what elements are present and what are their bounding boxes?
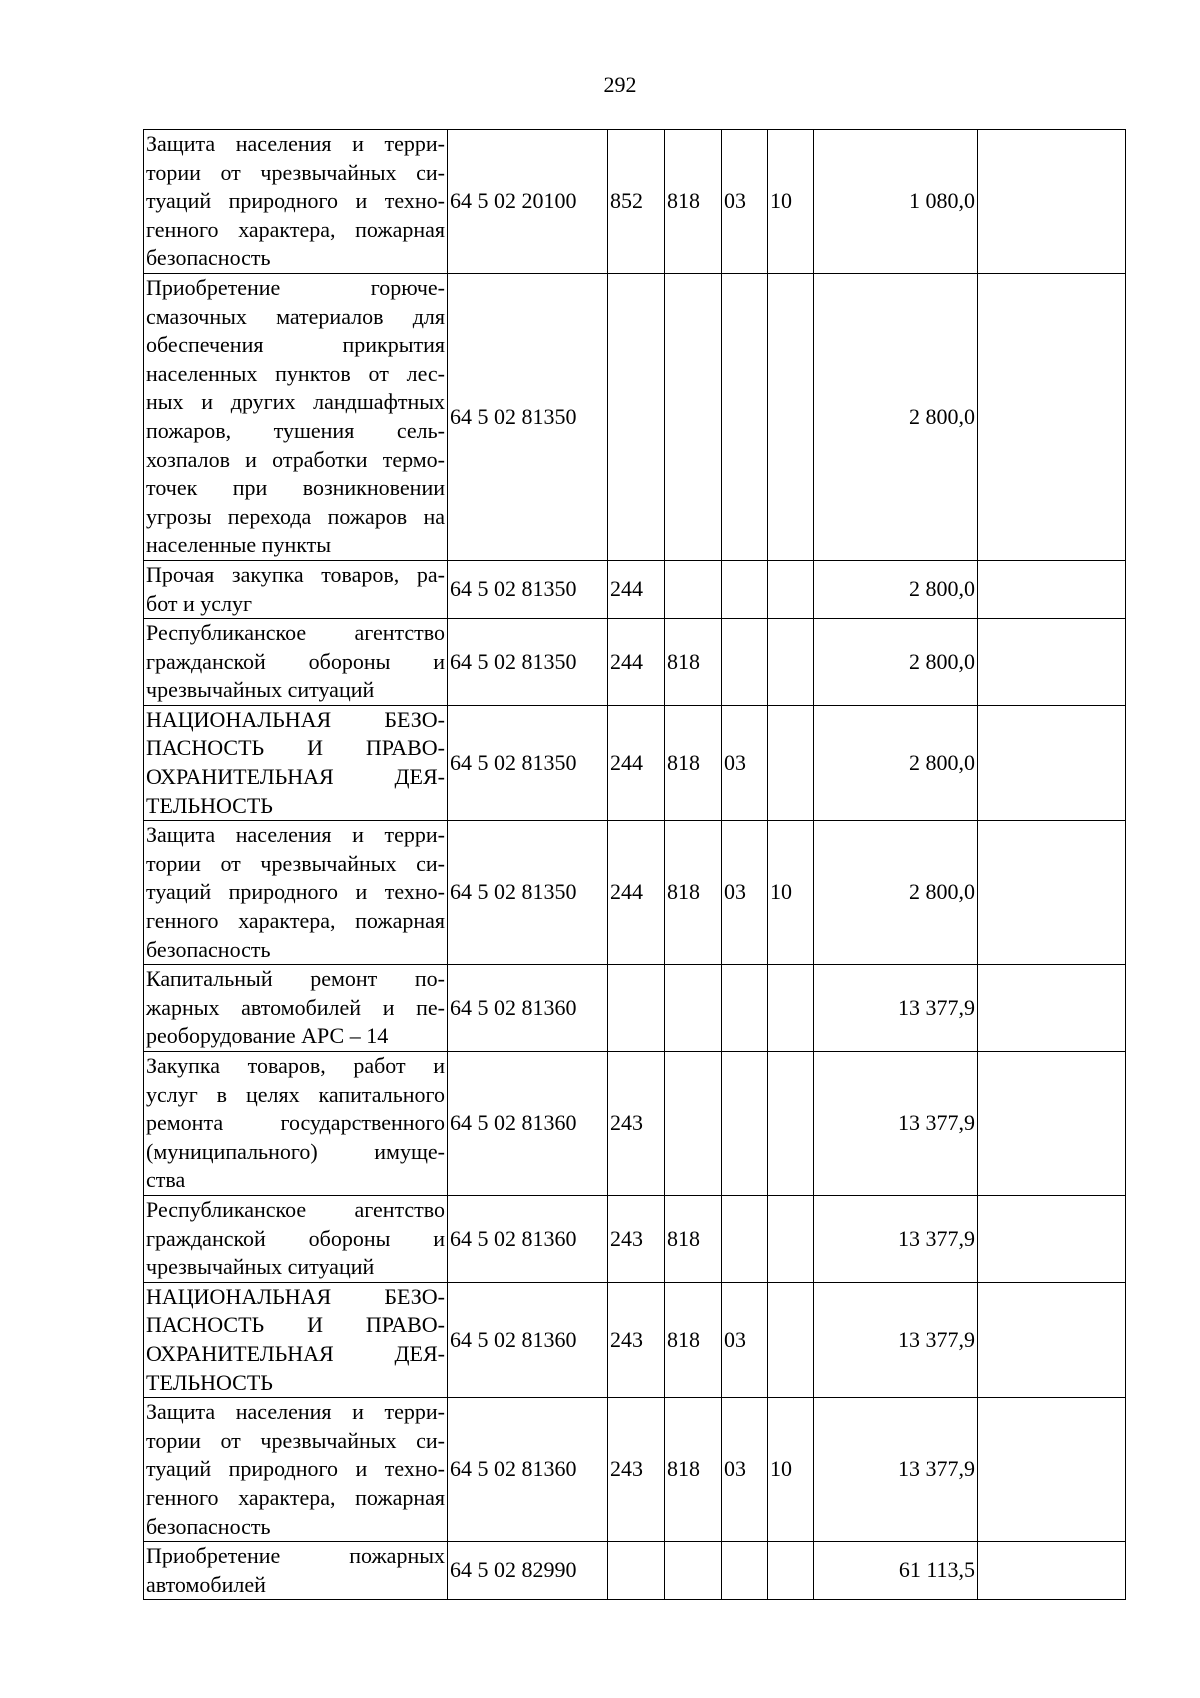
section-code [722,965,768,1052]
description-line: туаций природного и техно- [146,188,445,214]
amount-value: 2 800,0 [814,821,978,965]
amount-value: 13 377,9 [814,1195,978,1282]
table-row [144,130,1126,274]
description-line: населенных пунктов от лес- [146,360,445,386]
description-line: генного характера, пожарная [146,216,445,242]
description-line: ПАСНОСТЬ И ПРАВО- [146,735,445,761]
target-article-code: 64 5 02 81350 [448,705,608,820]
budget-table [143,129,1126,1600]
expense-type-code: 244 [608,705,665,820]
extra-cell [978,560,1126,618]
description-line: тории от чрезвычайных си- [146,850,445,876]
expense-type-code: 243 [608,1052,665,1196]
extra-cell [978,130,1126,274]
extra-cell [978,1195,1126,1282]
amount-value: 13 377,9 [814,1052,978,1196]
description-line: ОХРАНИТЕЛЬНАЯ ДЕЯ- [146,764,445,790]
subsection-code [768,965,814,1052]
table-row [144,965,1126,1052]
description-line: Приобретение пожарных [146,1543,445,1569]
extra-cell [978,273,1126,560]
extra-cell [978,619,1126,706]
amount-value: 2 800,0 [814,619,978,706]
description-line: чрезвычайных ситуаций [146,1254,375,1280]
ministry-code: 818 [665,130,722,274]
description-line: Республиканское агентство [146,620,445,646]
table-row [144,619,1126,706]
extra-cell [978,1542,1126,1600]
extra-cell [978,1398,1126,1542]
description-line: генного характера, пожарная [146,908,445,934]
expense-type-code: 244 [608,821,665,965]
amount-value: 1 080,0 [814,130,978,274]
description-line: смазочных материалов для [146,303,445,329]
section-code: 03 [722,130,768,274]
extra-cell [978,965,1126,1052]
row-description [144,705,448,820]
amount-value: 2 800,0 [814,560,978,618]
row-description [144,130,448,274]
ministry-code [665,965,722,1052]
section-code: 03 [722,1398,768,1542]
description-line: чрезвычайных ситуаций [146,677,375,703]
table-row [144,1052,1126,1196]
target-article-code: 64 5 02 81360 [448,1398,608,1542]
ministry-code [665,560,722,618]
subsection-code [768,705,814,820]
ministry-code [665,273,722,560]
amount-value: 2 800,0 [814,705,978,820]
expense-type-code: 244 [608,560,665,618]
target-article-code: 64 5 02 81350 [448,560,608,618]
expense-type-code: 243 [608,1282,665,1397]
description-line: ремонта государственного [146,1110,445,1136]
expense-type-code: 243 [608,1398,665,1542]
section-code [722,560,768,618]
description-line: Закупка товаров, работ и [146,1053,445,1078]
ministry-code: 818 [665,821,722,965]
description-line: ОХРАНИТЕЛЬНАЯ ДЕЯ- [146,1340,445,1366]
subsection-code [768,1195,814,1282]
description-line: безопасность [146,936,271,962]
table-row [144,705,1126,820]
description-line: ТЕЛЬНОСТЬ [146,792,273,818]
extra-cell [978,705,1126,820]
amount-value: 61 113,5 [814,1542,978,1600]
description-line: хозпалов и отработки термо- [146,446,445,472]
ministry-code [665,1052,722,1196]
ministry-code [665,1542,722,1600]
subsection-code: 10 [768,821,814,965]
expense-type-code: 852 [608,130,665,274]
expense-type-code [608,273,665,560]
subsection-code [768,273,814,560]
table-body [144,130,1126,1600]
row-description [144,1282,448,1397]
section-code: 03 [722,821,768,965]
row-description [144,1052,448,1196]
description-line: пожаров, тушения сель- [146,417,445,443]
ministry-code: 818 [665,705,722,820]
ministry-code: 818 [665,1195,722,1282]
description-line: автомобилей [146,1571,266,1597]
target-article-code: 64 5 02 81360 [448,1282,608,1397]
description-line: Республиканское агентство [146,1196,445,1222]
expense-type-code [608,1542,665,1600]
section-code: 03 [722,1282,768,1397]
table-row [144,1282,1126,1397]
target-article-code: 64 5 02 82990 [448,1542,608,1600]
target-article-code: 64 5 02 81360 [448,1195,608,1282]
description-line: Защита населения и терри- [146,131,445,156]
expense-type-code [608,965,665,1052]
description-line: НАЦИОНАЛЬНАЯ БЕЗО- [146,1283,445,1309]
section-code [722,273,768,560]
row-description [144,1195,448,1282]
target-article-code: 64 5 02 81360 [448,1052,608,1196]
amount-value: 2 800,0 [814,273,978,560]
table-row [144,1398,1126,1542]
table-row [144,1542,1126,1600]
description-line: Прочая закупка товаров, ра- [146,561,445,587]
description-line: тории от чрезвычайных си- [146,159,445,185]
description-line: безопасность [146,1513,271,1539]
description-line: тории от чрезвычайных си- [146,1427,445,1453]
subsection-code: 10 [768,130,814,274]
section-code [722,1542,768,1600]
section-code [722,1052,768,1196]
description-line: гражданской обороны и [146,648,445,674]
amount-value: 13 377,9 [814,965,978,1052]
amount-value: 13 377,9 [814,1282,978,1397]
description-line: реоборудование АРС – 14 [146,1023,389,1049]
target-article-code: 64 5 02 81350 [448,619,608,706]
table-row [144,1195,1126,1282]
ministry-code: 818 [665,619,722,706]
row-description [144,619,448,706]
description-line: населенные пункты [146,532,332,558]
description-line: жарных автомобилей и пе- [146,994,445,1020]
page-number: 292 [603,72,637,97]
description-line: ТЕЛЬНОСТЬ [146,1369,273,1395]
description-line: ства [146,1167,186,1193]
target-article-code: 64 5 02 81360 [448,965,608,1052]
description-line: точек при возникновении [146,475,445,501]
target-article-code: 64 5 02 81350 [448,821,608,965]
row-description [144,821,448,965]
extra-cell [978,821,1126,965]
description-line: угрозы перехода пожаров на [146,503,445,529]
table-row [144,560,1126,618]
section-code: 03 [722,705,768,820]
amount-value: 13 377,9 [814,1398,978,1542]
description-line: ПАСНОСТЬ И ПРАВО- [146,1312,445,1338]
description-line: туаций природного и техно- [146,879,445,905]
subsection-code [768,619,814,706]
expense-type-code: 244 [608,619,665,706]
description-line: безопасность [146,245,271,271]
target-article-code: 64 5 02 81350 [448,273,608,560]
ministry-code: 818 [665,1282,722,1397]
description-line: услуг в целях капитального [146,1081,445,1107]
subsection-code [768,1052,814,1196]
expense-type-code: 243 [608,1195,665,1282]
extra-cell [978,1052,1126,1196]
row-description [144,1398,448,1542]
row-description [144,273,448,560]
description-line: ных и других ландшафтных [146,389,445,415]
extra-cell [978,1282,1126,1397]
description-line: НАЦИОНАЛЬНАЯ БЕЗО- [146,706,445,732]
subsection-code [768,1542,814,1600]
section-code [722,619,768,706]
description-line: бот и услуг [146,590,253,616]
table-row [144,821,1126,965]
description-line: Капитальный ремонт по- [146,966,445,992]
description-line: генного характера, пожарная [146,1484,445,1510]
subsection-code [768,1282,814,1397]
description-line: туаций природного и техно- [146,1456,445,1482]
row-description [144,965,448,1052]
subsection-code [768,560,814,618]
section-code [722,1195,768,1282]
description-line: Приобретение горюче- [146,274,445,300]
subsection-code: 10 [768,1398,814,1542]
description-line: (муниципального) имуще- [146,1138,445,1164]
target-article-code: 64 5 02 20100 [448,130,608,274]
table-row [144,273,1126,560]
description-line: Защита населения и терри- [146,1399,445,1425]
row-description [144,1542,448,1600]
ministry-code: 818 [665,1398,722,1542]
description-line: Защита населения и терри- [146,822,445,848]
row-description [144,560,448,618]
description-line: обеспечения прикрытия [146,332,445,358]
description-line: гражданской обороны и [146,1225,445,1251]
